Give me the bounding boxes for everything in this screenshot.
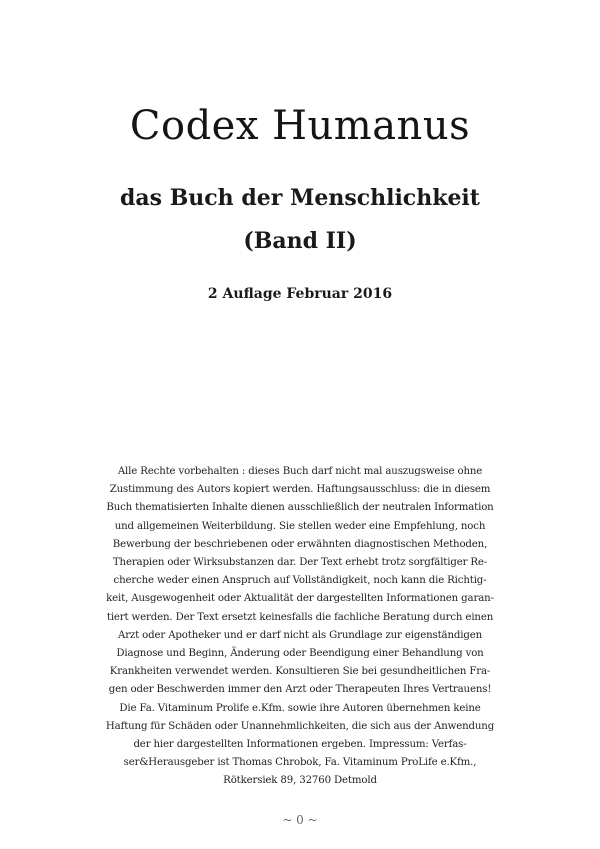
legal-notice-line: Therapien oder Wirksubstanzen dar. Der Text erhebt trotz sorgfältiger Re-: [112, 557, 488, 569]
legal-notice-line: Buch thematisierten Inhalte dienen ausschließlich der neutralen Information: [106, 502, 494, 514]
legal-notice-line: Rötkersiek 89, 32760 Detmold: [223, 775, 377, 787]
book-volume: (Band II): [243, 228, 357, 254]
legal-notice-line: der hier dargestellten Informationen ergeben. Impressum: Verfas-: [133, 739, 467, 751]
edition-info: 2 Auflage Februar 2016: [207, 286, 393, 302]
page-number: ~ 0 ~: [282, 813, 318, 827]
legal-notice-line: cherche weder einen Anspruch auf Vollständigkeit, noch kann die Richtig-: [113, 575, 487, 587]
legal-notice-line: gen oder Beschwerden immer den Arzt oder Therapeuten Ihres Vertrauens!: [108, 684, 492, 696]
legal-notice-line: Krankheiten verwendet werden. Konsultieren Sie bei gesundheitlichen Fra-: [109, 666, 491, 678]
book-subtitle: das Buch der Menschlichkeit: [120, 185, 480, 211]
legal-notice-line: Haftung für Schäden oder Unannehmlichkeiten, die sich aus der Anwendung: [105, 720, 495, 732]
legal-notice-line: Alle Rechte vorbehalten : dieses Buch darf nicht mal auszugsweise ohne: [117, 466, 483, 477]
legal-notice-line: tiert werden. Der Text ersetzt keinesfalls die fachliche Beratung durch einen: [106, 611, 494, 623]
legal-notice-line: ser&Herausgeber ist Thomas Chrobok, Fa. Vitaminum ProLife e.Kfm.,: [123, 757, 477, 769]
book-title: Codex Humanus: [129, 103, 471, 149]
legal-notice: [85, 463, 515, 791]
legal-notice-line: und allgemeinen Weiterbildung. Sie stellen weder eine Empfehlung, noch: [114, 520, 486, 532]
legal-notice-line: keit, Ausgewogenheit oder Aktualität der dargestellten Informationen garan-: [106, 593, 494, 605]
legal-notice-line: Die Fa. Vitaminum Prolife e.Kfm. sowie ihre Autoren übernehmen keine: [119, 702, 481, 714]
legal-notice-line: Diagnose und Beginn, Änderung oder Beendigung einer Behandlung von: [116, 648, 484, 660]
legal-notice-line: Bewerbung der beschriebenen oder erwähnten diagnostischen Methoden,: [112, 538, 488, 550]
legal-notice-line: Zustimmung des Autors kopiert werden. Haftungsausschluss: die in diesem: [109, 484, 491, 496]
legal-notice-line: Arzt oder Apotheker und er darf nicht als Grundlage zur eigenständigen: [118, 629, 482, 641]
